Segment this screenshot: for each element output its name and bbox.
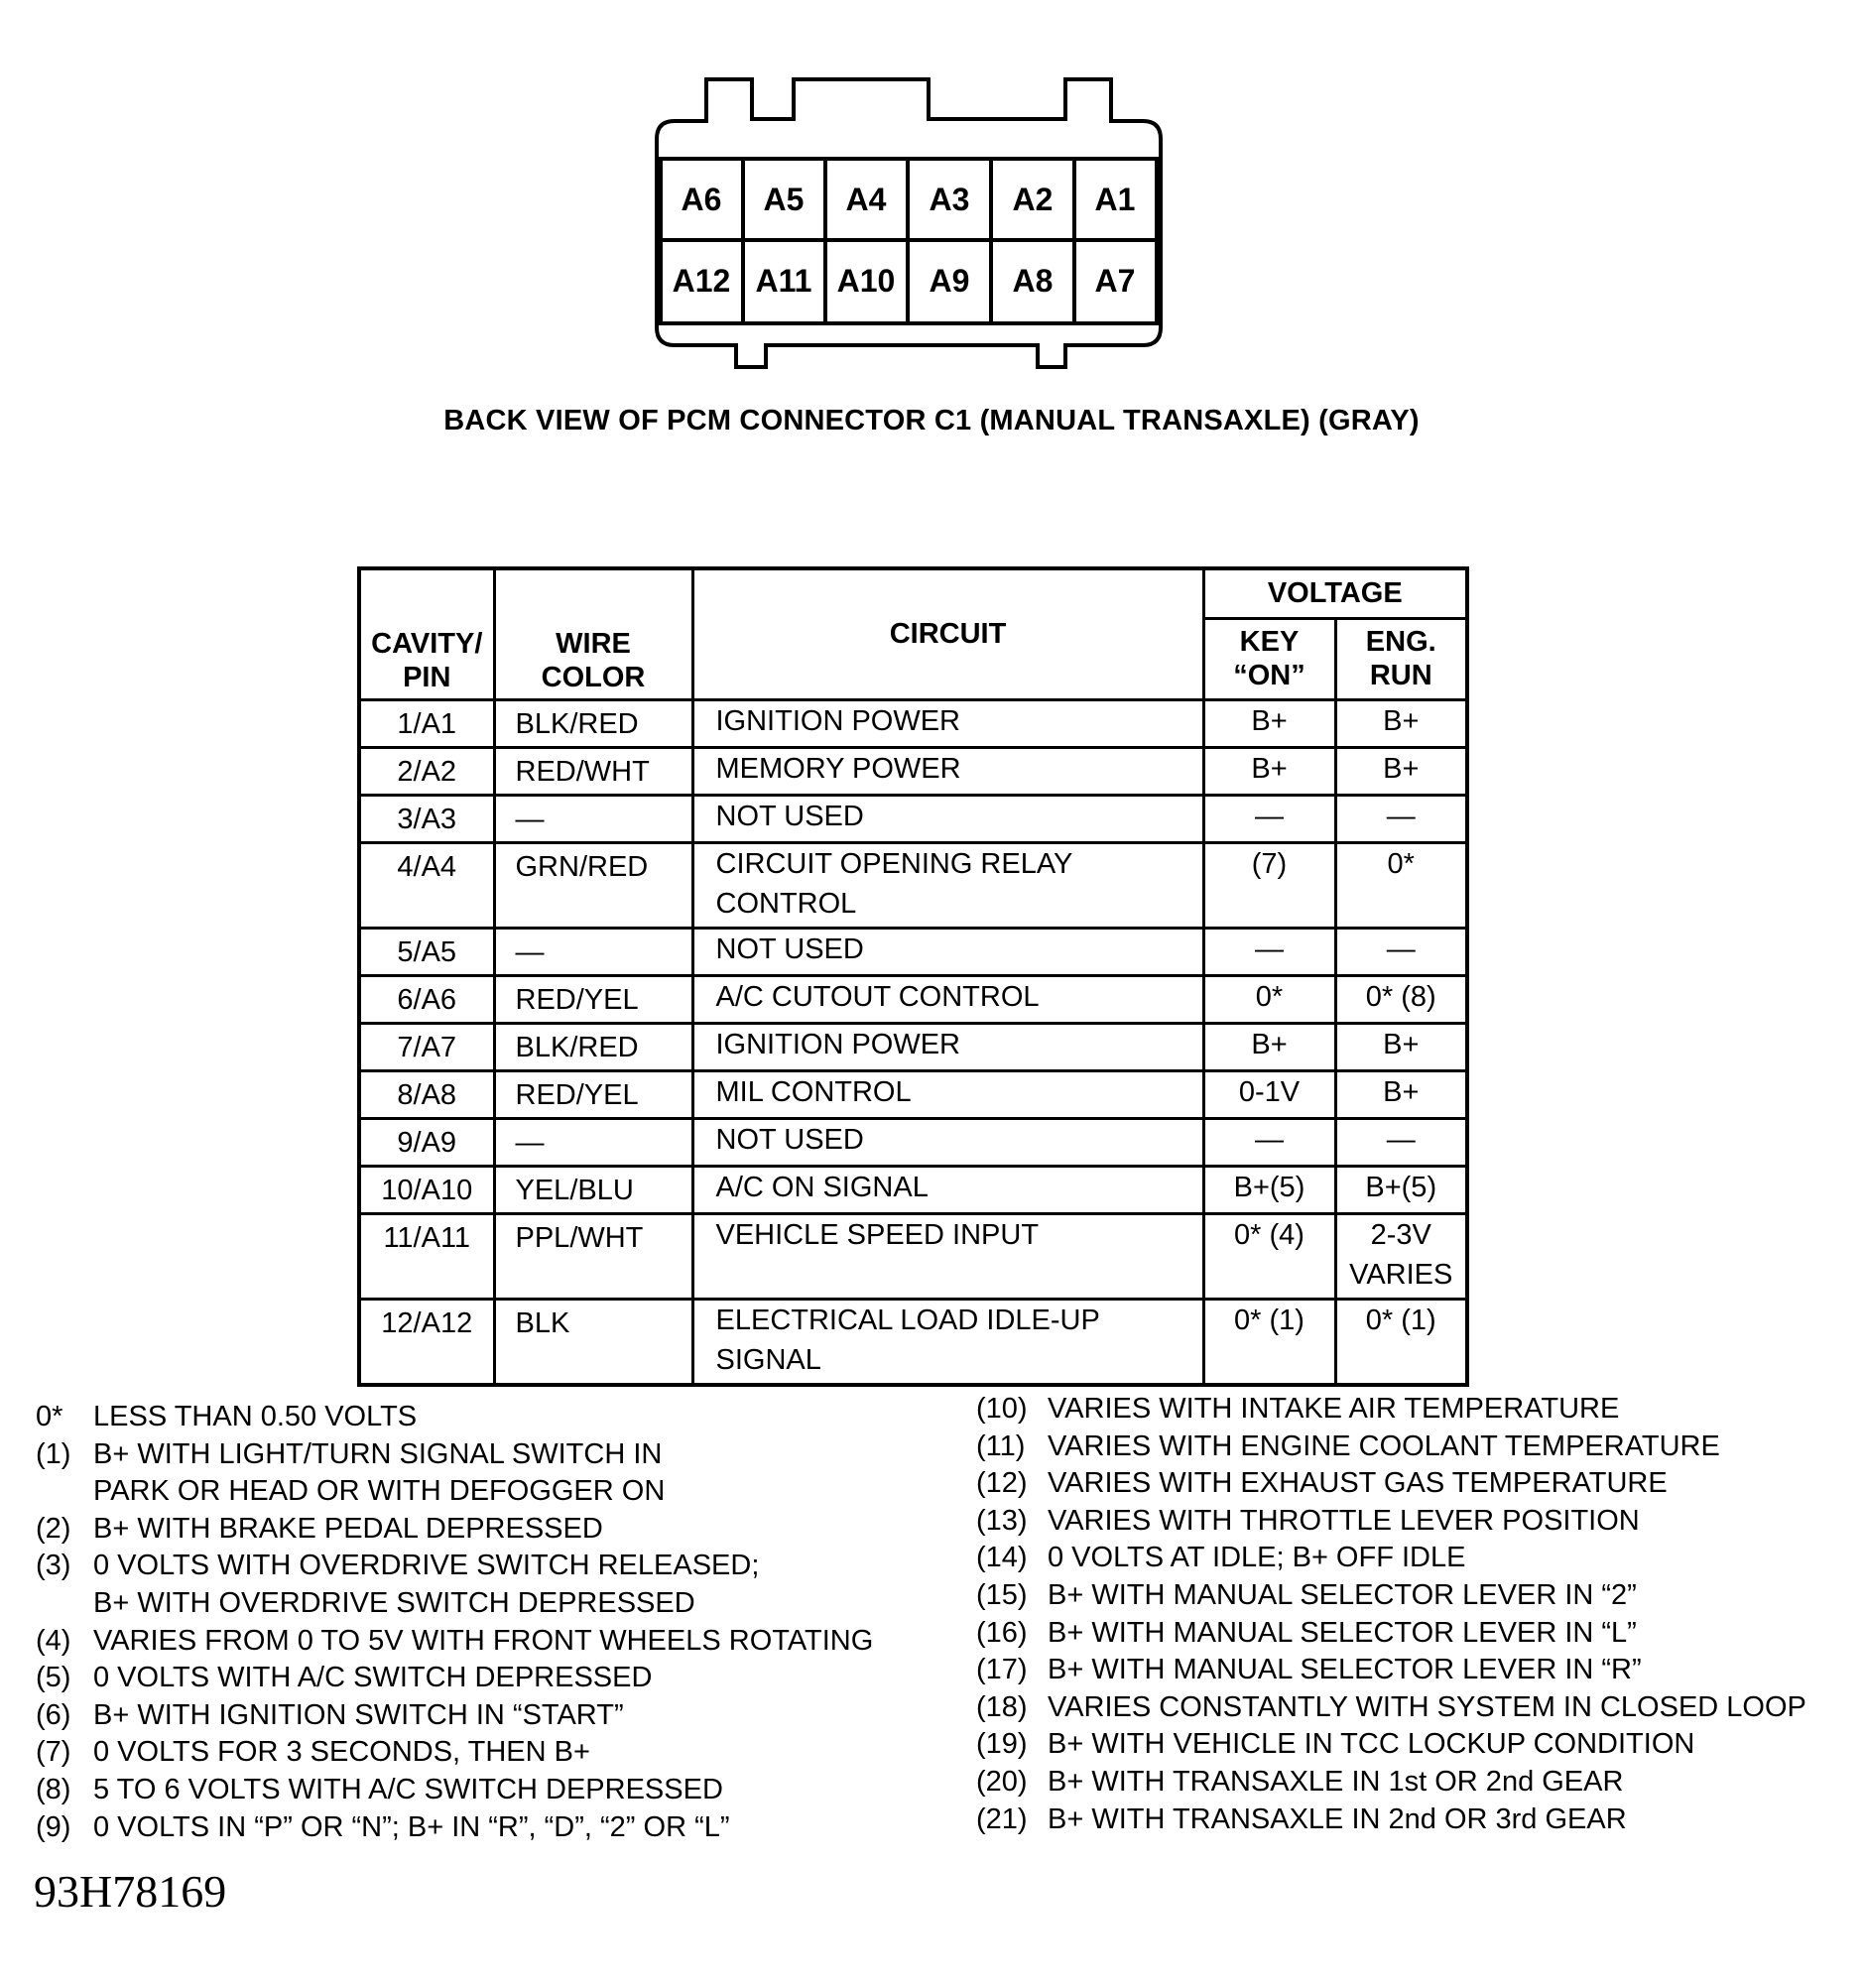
header-key-on: KEY “ON” xyxy=(1203,618,1335,699)
note-item xyxy=(36,1734,929,1772)
cell-eng-run: B+(5) xyxy=(1335,1166,1467,1213)
note-number: (20) xyxy=(976,1765,1028,1798)
cell-circuit: CIRCUIT OPENING RELAY CONTROL xyxy=(692,842,1203,928)
cell-cavity-pin: 7/A7 xyxy=(359,1023,494,1070)
table-row xyxy=(359,1023,1467,1070)
cell-key-on: 0* (4) xyxy=(1203,1213,1335,1299)
note-number: (19) xyxy=(976,1728,1028,1761)
note-number: (2) xyxy=(36,1512,71,1545)
note-text: B+ WITH MANUAL SELECTOR LEVER IN “R” xyxy=(1048,1654,1642,1686)
note-number: (18) xyxy=(976,1690,1028,1723)
cell-wire-color: BLK/RED xyxy=(494,699,692,747)
cell-key-on: (7) xyxy=(1203,842,1335,928)
cell-eng-run: 2-3V VARIES xyxy=(1335,1213,1467,1299)
note-text: VARIES FROM 0 TO 5V WITH FRONT WHEELS ROTATING xyxy=(93,1624,874,1657)
note-number: (5) xyxy=(36,1662,71,1694)
cell-key-on: B+ xyxy=(1203,747,1335,795)
cell-cavity-pin: 9/A9 xyxy=(359,1118,494,1166)
cell-cavity-pin: 10/A10 xyxy=(359,1166,494,1213)
cell-cavity-pin: 5/A5 xyxy=(359,928,494,975)
note-text: VARIES WITH EXHAUST GAS TEMPERATURE xyxy=(1048,1467,1668,1500)
pin-voltage-table xyxy=(357,566,1469,1387)
header-voltage: VOLTAGE xyxy=(1203,568,1467,618)
table-row xyxy=(359,975,1467,1023)
note-item xyxy=(976,1802,1849,1839)
note-item xyxy=(36,1473,929,1511)
note-text: PARK OR HEAD OR WITH DEFOGGER ON xyxy=(93,1475,666,1508)
cell-wire-color: BLK xyxy=(494,1299,692,1385)
cell-key-on: — xyxy=(1203,1118,1335,1166)
note-text: B+ WITH LIGHT/TURN SIGNAL SWITCH IN xyxy=(93,1437,663,1470)
notes-right xyxy=(976,1391,1849,1838)
note-number: (6) xyxy=(36,1698,71,1731)
table-row xyxy=(359,1299,1467,1385)
cell-cavity-pin: 4/A4 xyxy=(359,842,494,928)
pin-label-a12: A12 xyxy=(672,263,731,299)
note-text: VARIES WITH ENGINE COOLANT TEMPERATURE xyxy=(1048,1429,1720,1462)
cell-circuit: ELECTRICAL LOAD IDLE-UP SIGNAL xyxy=(692,1299,1203,1385)
cell-circuit: MIL CONTROL xyxy=(692,1070,1203,1118)
pin-label-a7: A7 xyxy=(1094,263,1136,299)
note-item xyxy=(36,1623,929,1661)
cell-cavity-pin: 2/A2 xyxy=(359,747,494,795)
cell-wire-color: — xyxy=(494,795,692,842)
note-text: 0 VOLTS WITH A/C SWITCH DEPRESSED xyxy=(93,1662,653,1694)
cell-wire-color: PPL/WHT xyxy=(494,1213,692,1299)
cell-key-on: 0* (1) xyxy=(1203,1299,1335,1385)
note-item xyxy=(976,1726,1849,1764)
note-text: 5 TO 6 VOLTS WITH A/C SWITCH DEPRESSED xyxy=(93,1773,723,1805)
note-item xyxy=(976,1689,1849,1727)
cell-circuit: IGNITION POWER xyxy=(692,1023,1203,1070)
note-number: (12) xyxy=(976,1467,1028,1500)
note-number: (11) xyxy=(976,1429,1026,1462)
note-text: VARIES WITH INTAKE AIR TEMPERATURE xyxy=(1048,1393,1620,1425)
cell-circuit: A/C CUTOUT CONTROL xyxy=(692,975,1203,1023)
note-number: (17) xyxy=(976,1654,1028,1686)
cell-wire-color: — xyxy=(494,928,692,975)
note-text: B+ WITH BRAKE PEDAL DEPRESSED xyxy=(93,1512,603,1545)
note-text: B+ WITH MANUAL SELECTOR LEVER IN “2” xyxy=(1048,1578,1637,1611)
notes-left xyxy=(36,1399,929,1846)
cell-wire-color: RED/YEL xyxy=(494,1070,692,1118)
note-text: B+ WITH MANUAL SELECTOR LEVER IN “L” xyxy=(1048,1616,1637,1649)
table-row xyxy=(359,1166,1467,1213)
table-row xyxy=(359,1213,1467,1299)
header-wire-color: WIRE COLOR xyxy=(494,568,692,699)
cell-circuit: A/C ON SIGNAL xyxy=(692,1166,1203,1213)
cell-eng-run: — xyxy=(1335,795,1467,842)
pin-label-a3: A3 xyxy=(929,182,970,217)
pin-label-a8: A8 xyxy=(1012,263,1054,299)
cell-key-on: B+(5) xyxy=(1203,1166,1335,1213)
note-number xyxy=(36,1585,93,1623)
cell-eng-run: B+ xyxy=(1335,1070,1467,1118)
cell-cavity-pin: 3/A3 xyxy=(359,795,494,842)
cell-cavity-pin: 11/A11 xyxy=(359,1213,494,1299)
note-item xyxy=(976,1465,1849,1503)
note-number: (4) xyxy=(36,1624,71,1657)
connector-diagram xyxy=(0,0,1863,387)
note-number: (1) xyxy=(36,1437,71,1470)
note-number xyxy=(36,1473,93,1511)
table-row xyxy=(359,928,1467,975)
note-number: (14) xyxy=(976,1542,1028,1574)
cell-eng-run: B+ xyxy=(1335,747,1467,795)
note-text: 0 VOLTS FOR 3 SECONDS, THEN B+ xyxy=(93,1736,590,1769)
table-row xyxy=(359,795,1467,842)
pin-label-a11: A11 xyxy=(755,263,812,299)
cell-wire-color: YEL/BLU xyxy=(494,1166,692,1213)
note-text: 0 VOLTS WITH OVERDRIVE SWITCH RELEASED; xyxy=(93,1550,760,1582)
note-item xyxy=(976,1764,1849,1802)
cell-key-on: — xyxy=(1203,795,1335,842)
note-item xyxy=(976,1577,1849,1615)
cell-key-on: B+ xyxy=(1203,699,1335,747)
pin-label-a6: A6 xyxy=(681,182,722,217)
cell-key-on: B+ xyxy=(1203,1023,1335,1070)
cell-cavity-pin: 6/A6 xyxy=(359,975,494,1023)
note-number: (16) xyxy=(976,1616,1028,1649)
figure-id: 93H78169 xyxy=(34,1866,227,1917)
note-item xyxy=(976,1652,1849,1689)
table-row xyxy=(359,842,1467,928)
table-row xyxy=(359,1070,1467,1118)
note-item xyxy=(36,1660,929,1697)
note-number: (21) xyxy=(976,1802,1028,1835)
pin-label-a5: A5 xyxy=(763,182,805,217)
cell-circuit: NOT USED xyxy=(692,928,1203,975)
note-item xyxy=(976,1615,1849,1653)
cell-eng-run: — xyxy=(1335,1118,1467,1166)
note-text: B+ WITH TRANSAXLE IN 2nd OR 3rd GEAR xyxy=(1048,1802,1627,1835)
cell-eng-run: 0* (1) xyxy=(1335,1299,1467,1385)
note-item xyxy=(976,1540,1849,1577)
cell-key-on: — xyxy=(1203,928,1335,975)
cell-wire-color: RED/YEL xyxy=(494,975,692,1023)
cell-eng-run: 0* xyxy=(1335,842,1467,928)
cell-key-on: 0-1V xyxy=(1203,1070,1335,1118)
cell-circuit: IGNITION POWER xyxy=(692,699,1203,747)
cell-circuit: NOT USED xyxy=(692,1118,1203,1166)
connector-caption: BACK VIEW OF PCM CONNECTOR C1 (MANUAL TRANSAXLE) (GRAY) xyxy=(443,405,1420,436)
cell-eng-run: — xyxy=(1335,928,1467,975)
note-text: VARIES CONSTANTLY WITH SYSTEM IN CLOSED LOOP xyxy=(1048,1690,1806,1723)
cell-cavity-pin: 1/A1 xyxy=(359,699,494,747)
cell-eng-run: B+ xyxy=(1335,1023,1467,1070)
note-text: 0 VOLTS IN “P” OR “N”; B+ IN “R”, “D”, “2” OR “L” xyxy=(93,1810,730,1843)
note-number: (3) xyxy=(36,1550,71,1582)
header-cavity-pin: CAVITY/ PIN xyxy=(359,568,494,699)
note-item xyxy=(36,1436,929,1474)
note-item xyxy=(36,1585,929,1623)
pin-label-a1: A1 xyxy=(1094,182,1136,217)
note-text: B+ WITH TRANSAXLE IN 1st OR 2nd GEAR xyxy=(1048,1765,1624,1798)
pin-label-a2: A2 xyxy=(1012,182,1054,217)
note-text: B+ WITH OVERDRIVE SWITCH DEPRESSED xyxy=(93,1586,695,1619)
table-row xyxy=(359,699,1467,747)
table-row xyxy=(359,1118,1467,1166)
cell-key-on: 0* xyxy=(1203,975,1335,1023)
pin-label-a9: A9 xyxy=(929,263,970,299)
note-number: 0* xyxy=(36,1401,63,1432)
header-circuit: CIRCUIT xyxy=(692,568,1203,699)
cell-cavity-pin: 12/A12 xyxy=(359,1299,494,1385)
note-number: (9) xyxy=(36,1810,71,1843)
pin-label-a10: A10 xyxy=(836,263,896,299)
note-text: B+ WITH IGNITION SWITCH IN “START” xyxy=(93,1698,624,1731)
note-item xyxy=(976,1503,1849,1541)
note-text: B+ WITH VEHICLE IN TCC LOCKUP CONDITION xyxy=(1048,1728,1695,1761)
table-row xyxy=(359,747,1467,795)
cell-wire-color: BLK/RED xyxy=(494,1023,692,1070)
note-item xyxy=(36,1399,929,1436)
note-item xyxy=(36,1809,929,1847)
note-number: (7) xyxy=(36,1736,71,1769)
note-item xyxy=(976,1391,1849,1429)
cell-eng-run: 0* (8) xyxy=(1335,975,1467,1023)
note-item xyxy=(36,1697,929,1735)
cell-wire-color: — xyxy=(494,1118,692,1166)
note-text: 0 VOLTS AT IDLE; B+ OFF IDLE xyxy=(1048,1542,1466,1574)
note-text: VARIES WITH THROTTLE LEVER POSITION xyxy=(1048,1504,1640,1537)
cell-circuit: VEHICLE SPEED INPUT xyxy=(692,1213,1203,1299)
cell-wire-color: RED/WHT xyxy=(494,747,692,795)
header-eng-run: ENG. RUN xyxy=(1335,618,1467,699)
cell-cavity-pin: 8/A8 xyxy=(359,1070,494,1118)
note-number: (10) xyxy=(976,1393,1028,1425)
note-item xyxy=(976,1429,1849,1466)
cell-eng-run: B+ xyxy=(1335,699,1467,747)
cell-circuit: NOT USED xyxy=(692,795,1203,842)
note-text: LESS THAN 0.50 VOLTS xyxy=(93,1401,418,1432)
pin-label-a4: A4 xyxy=(845,182,887,217)
cell-wire-color: GRN/RED xyxy=(494,842,692,928)
note-item xyxy=(36,1772,929,1809)
note-number: (8) xyxy=(36,1773,71,1805)
note-number: (13) xyxy=(976,1504,1028,1537)
note-item xyxy=(36,1548,929,1585)
cell-circuit: MEMORY POWER xyxy=(692,747,1203,795)
note-item xyxy=(36,1511,929,1549)
note-number: (15) xyxy=(976,1578,1028,1611)
